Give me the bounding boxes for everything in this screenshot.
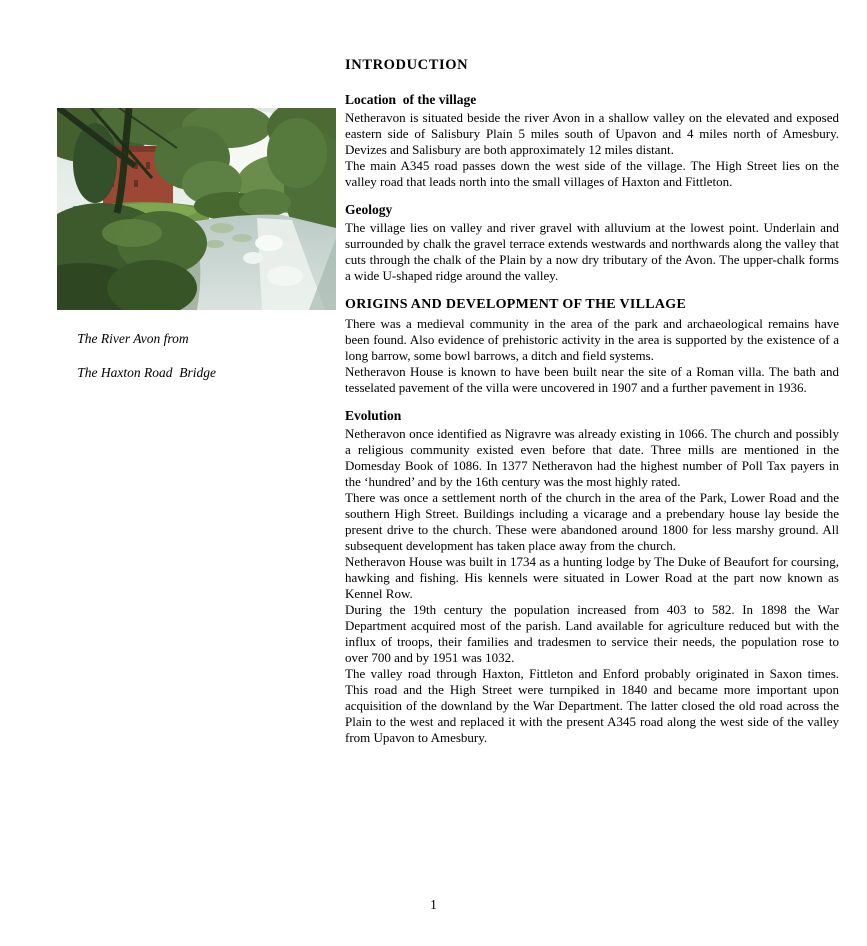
paragraph: The main A345 road passes down the west side of the village. The High Street lies on the valley road that leads north into the small villages of Haxton and Fittleton. bbox=[345, 158, 839, 189]
section-location-heading: Location of the village bbox=[345, 92, 477, 107]
photo-figure bbox=[57, 108, 339, 398]
paragraph: Netheravon House was built in 1734 as a hunting lodge by The Duke of Beaufort for coursing, hawking and fishing. His kennels were situated in Lower Road at the part now known as Kennel Row. bbox=[345, 554, 839, 601]
main-text-column bbox=[345, 57, 839, 746]
section-origins bbox=[345, 297, 839, 396]
section-origins-heading: ORIGINS AND DEVELOPMENT OF THE VILLAGE bbox=[345, 297, 687, 312]
photo-caption bbox=[57, 313, 339, 398]
paragraph: Netheravon House is known to have been built near the site of a Roman villa. The bath and tesselated pavement of the villa were uncovered in 1907 and a further pavement in 1936. bbox=[345, 364, 839, 395]
section-evolution bbox=[345, 408, 839, 746]
river-avon-photo bbox=[57, 108, 336, 310]
section-evolution-heading: Evolution bbox=[345, 408, 402, 423]
section-location bbox=[345, 92, 839, 190]
section-geology bbox=[345, 202, 839, 284]
section-geology-heading: Geology bbox=[345, 202, 393, 217]
paragraph: The valley road through Haxton, Fittleton and Enford probably originated in Saxon times. This road and the High Street were turnpiked in 1840 and became more important upon acquisition of the downland by the War Department. The latter closed the old road across the Plain to the west and replaced it with the present A345 road along the west side of the valley from Upavon to Amesbury. bbox=[345, 666, 839, 745]
paragraph: There was once a settlement north of the church in the area of the Park, Lower Road and the southern High Street. Buildings including a vicarage and a prebendary house lay beside the present drive to the church. These were abandoned around 1800 for less marshy ground. All subsequent development has taken place away from the church. bbox=[345, 490, 839, 553]
paragraph: Netheravon is situated beside the river Avon in a shallow valley on the elevated and exposed eastern side of Salisbury Plain 5 miles south of Upavon and 4 miles north of Amesbury. Devizes and Salisbury are both approximately 12 miles distant. bbox=[345, 110, 839, 157]
photo-caption-line2: The Haxton Road Bridge bbox=[77, 365, 216, 380]
main-title: INTRODUCTION bbox=[345, 57, 469, 73]
paragraph: The village lies on valley and river gravel with alluvium at the lowest point. Underlain and surrounded by chalk the gravel terrace extends westwards and northwards along the valley that cuts through the chalk of the Plain by a now dry tributary of the Avon. The upper-chalk forms a wide U-shaped ridge around the valley. bbox=[345, 220, 839, 283]
paragraph: During the 19th century the population increased from 403 to 582. In 1898 the War Department acquired most of the parish. Land available for agriculture reduced but with the influx of troops, their families and tradesmen to service their needs, the population rose to over 700 and by 1951 was 1032. bbox=[345, 602, 839, 665]
paragraph: Netheravon once identified as Nigravre was already existing in 1066. The church and possibly a religious community existed even before that date. Three mills are mentioned in the Domesday Book of 1086. In 1377 Netheravon had the highest number of Poll Tax payers in the ‘hundred’ and by the 16th century was the most highly rated. bbox=[345, 426, 839, 489]
paragraph: There was a medieval community in the area of the park and archaeological remains have been found. Also evidence of prehistoric activity in the area is supported by the existence of a long barrow, some bowl barrows, a ditch and field systems. bbox=[345, 316, 839, 363]
page-number: 1 bbox=[430, 897, 437, 912]
photo-caption-line1: The River Avon from bbox=[77, 331, 189, 346]
